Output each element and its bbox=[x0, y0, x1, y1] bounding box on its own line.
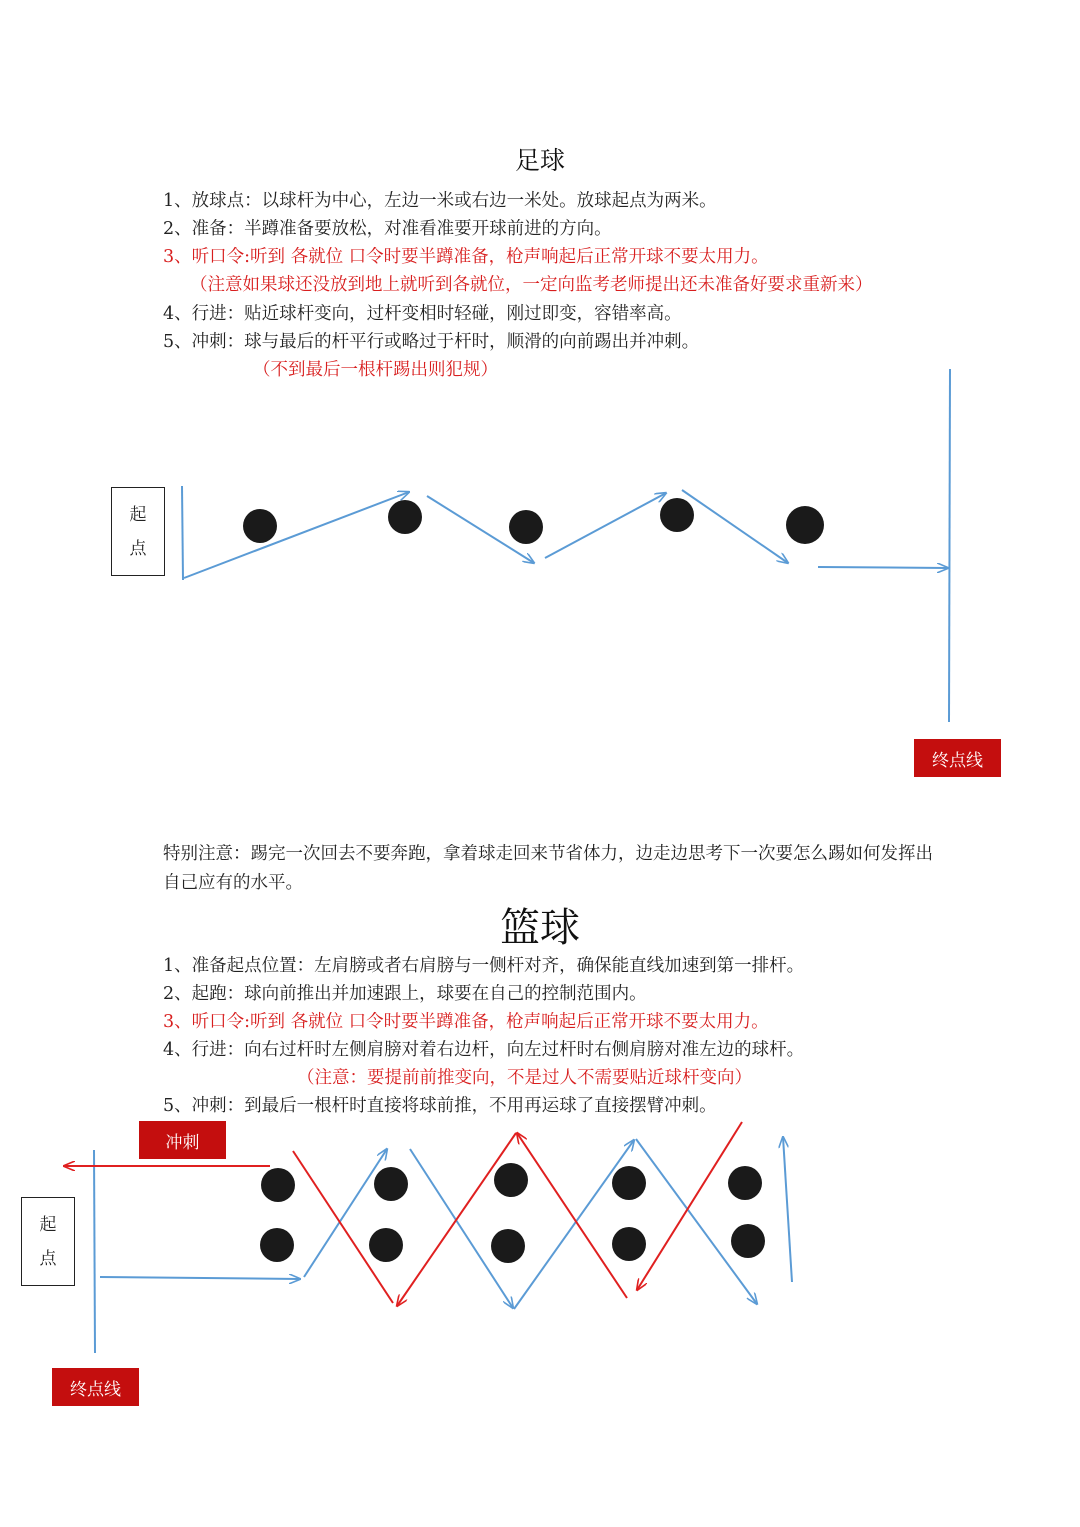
basketball-route-arrow bbox=[783, 1137, 792, 1282]
soccer-route-arrow bbox=[184, 492, 409, 578]
basketball-route-arrow bbox=[636, 1139, 757, 1304]
soccer-rule-3-note: （注意如果球还没放到地上就听到各就位，一定向监考老师提出还未准备好要求重新来） bbox=[190, 275, 873, 295]
basketball-blue-route bbox=[100, 1137, 792, 1309]
soccer-rule-1: 1、放球点：以球杆为中心，左边一米或右边一米处。放球起点为两米。 bbox=[163, 191, 717, 211]
soccer-rule-3: 3、听口令:听到 各就位 口令时要半蹲准备，枪声响起后正常开球不要太用力。 bbox=[163, 247, 769, 267]
basketball-finish-line bbox=[94, 1150, 95, 1353]
soccer-start-line bbox=[182, 486, 183, 580]
basketball-rule-3: 3、听口令:听到 各就位 口令时要半蹲准备，枪声响起后正常开球不要太用力。 bbox=[163, 1012, 769, 1032]
soccer-pole bbox=[660, 498, 694, 532]
basketball-pole bbox=[612, 1166, 646, 1200]
soccer-rule-5: 5、冲刺：球与最后的杆平行或略过于杆时，顺滑的向前踢出并冲刺。 bbox=[163, 332, 700, 352]
basketball-rule-5: 5、冲刺：到最后一根杆时直接将球前推，不用再运球了直接摆臂冲刺。 bbox=[163, 1096, 717, 1116]
soccer-start-char-2: 点 bbox=[129, 538, 147, 559]
basketball-return-arrow bbox=[517, 1133, 627, 1298]
basketball-start-char-1: 起 bbox=[39, 1214, 57, 1235]
soccer-diagram bbox=[182, 369, 950, 722]
basketball-pole bbox=[260, 1228, 294, 1262]
basketball-route-arrow bbox=[304, 1149, 387, 1277]
soccer-start-char-1: 起 bbox=[129, 504, 147, 525]
basketball-pole bbox=[374, 1167, 408, 1201]
basketball-finish-label: 终点线 bbox=[52, 1368, 139, 1406]
soccer-pole bbox=[243, 509, 277, 543]
basketball-pole bbox=[731, 1224, 765, 1258]
soccer-finish-line bbox=[949, 369, 950, 722]
basketball-pole bbox=[494, 1163, 528, 1197]
soccer-route-arrow bbox=[818, 567, 948, 568]
soccer-pole bbox=[509, 510, 543, 544]
basketball-title: 篮球 bbox=[500, 905, 580, 951]
soccer-finish-label: 终点线 bbox=[914, 739, 1001, 777]
soccer-pole bbox=[388, 500, 422, 534]
soccer-title: 足球 bbox=[514, 146, 565, 175]
special-note: 特别注意：踢完一次回去不要奔跑，拿着球走回来节省体力，边走边思考下一次要怎么踢如何发挥出自己应有的水平。 bbox=[163, 844, 933, 893]
basketball-diagram bbox=[64, 1122, 792, 1353]
soccer-route-arrow bbox=[545, 493, 666, 558]
soccer-pole bbox=[786, 506, 824, 544]
soccer-rule-4: 4、行进：贴近球杆变向，过杆变相时轻碰，刚过即变，容错率高。 bbox=[163, 304, 682, 324]
basketball-sprint-label: 冲刺 bbox=[139, 1121, 226, 1159]
basketball-pole bbox=[728, 1166, 762, 1200]
basketball-return-arrow bbox=[397, 1133, 516, 1306]
basketball-rule-1: 1、准备起点位置：左肩膀或者右肩膀与一侧杆对齐，确保能直线加速到第一排杆。 bbox=[163, 956, 805, 976]
basketball-route-arrow bbox=[514, 1140, 634, 1309]
basketball-rule-2: 2、起跑：球向前推出并加速跟上，球要在自己的控制范围内。 bbox=[163, 984, 647, 1004]
soccer-route bbox=[184, 490, 948, 578]
basketball-rule-4: 4、行进：向右过杆时左侧肩膀对着右边杆，向左过杆时右侧肩膀对准左边的球杆。 bbox=[163, 1040, 805, 1060]
soccer-rule-2: 2、准备：半蹲准备要放松，对准看准要开球前进的方向。 bbox=[163, 219, 612, 239]
basketball-return-arrow bbox=[637, 1122, 742, 1290]
basketball-rule-4-note: （注意：要提前前推变向，不是过人不需要贴近球杆变向） bbox=[297, 1068, 752, 1088]
basketball-pole bbox=[612, 1227, 646, 1261]
soccer-route-arrow bbox=[682, 490, 788, 563]
basketball-start-char-2: 点 bbox=[39, 1248, 57, 1269]
basketball-route-arrow bbox=[100, 1277, 300, 1279]
basketball-pole bbox=[491, 1229, 525, 1263]
soccer-rule-5-note: （不到最后一根杆踢出则犯规） bbox=[253, 360, 498, 380]
basketball-pole bbox=[261, 1168, 295, 1202]
basketball-pole bbox=[369, 1228, 403, 1262]
